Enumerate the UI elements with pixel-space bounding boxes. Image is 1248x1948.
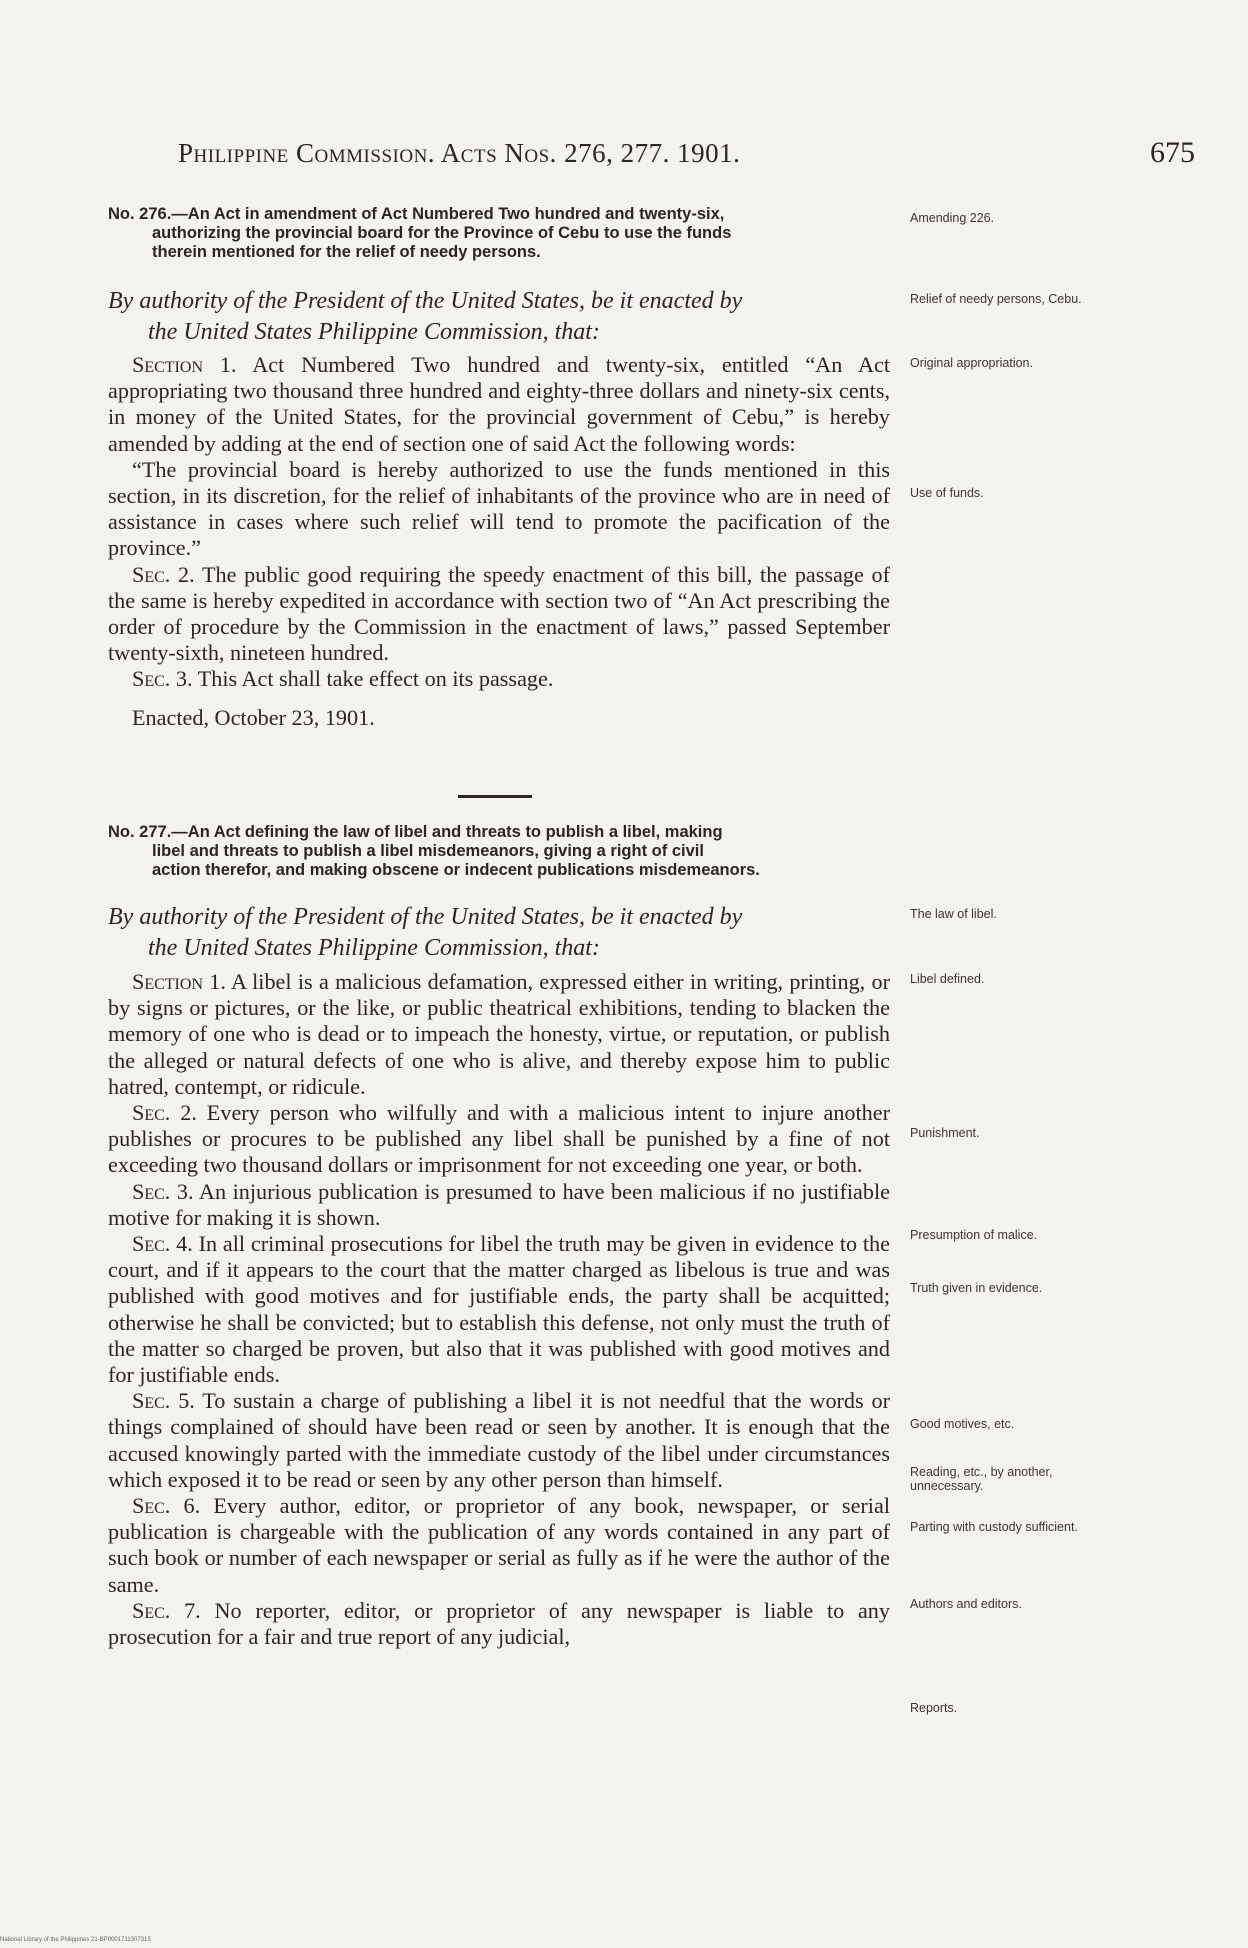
act-276-quoted-amendment: “The provincial board is hereby authorized to use the funds mentioned in this section, in its discretion, for the relief of inhabitants of the province who are in need of assistance in cases where such relief will tend to promote the pacification of the province.” (108, 456, 890, 561)
page-number: 675 (1150, 136, 1195, 169)
section-text: To sustain a charge of publishing a libel it is not needful that the words or things complained of should have been read or seen by another. It is enough that the accused knowingly parted with the immediate custody of the libel under circumstances which exposed it to be read or seen by any other person than himself. (108, 1388, 891, 1492)
act-276-title (108, 205, 888, 262)
margin-note-parting-with-custody: Parting with custody sufficient. (910, 1520, 1078, 1534)
act-277-enacting-line-1: By authority of the President of the United States, be it enacted by (108, 904, 743, 930)
section-text: No reporter, editor, or proprietor of any newspaper is liable to any prosecution for a fair and true report of any judicial, (108, 1597, 890, 1650)
act-276-title-line-1: No. 276.—An Act in amendment of Act Numbered Two hundred and twenty-six, (108, 205, 725, 223)
act-277-section-5 (108, 1388, 890, 1493)
margin-note-original-appropriation: Original appropriation. (910, 356, 1033, 370)
act-277-section-6 (108, 1493, 890, 1598)
section-text: The public good requiring the speedy enactment of this bill, the passage of the same is hereby expedited in accordance with section two of “An Act prescribing the order of procedure by the Commission in the enactment of laws,” passed September twenty-sixth, nineteen hundred. (108, 561, 890, 666)
act-277-section-7 (108, 1598, 890, 1650)
margin-note-law-of-libel: The law of libel. (910, 907, 997, 921)
section-text: In all criminal prosecutions for libel the truth may be given in evidence to the court, and if it appears to the court that the matter charged as libelous is true and was published with good motives and for justifiable ends, the party shall be acquitted; otherwise he shall be convicted; but to establish this defense, not only must the truth of the matter so charged be proven, but also that it was published with good motives and for justifiable ends. (108, 1231, 890, 1388)
act-277-title-line-3: action therefor, and making obscene or indecent publications misdemeanors. (152, 861, 760, 879)
margin-note-truth-in-evidence: Truth given in evidence. (910, 1281, 1043, 1295)
act-276-title-line-2: authorizing the provincial board for the Province of Cebu to use the funds (152, 224, 732, 242)
scan-credit: National Library of the Philippines 21-BP0001711307313 (0, 1937, 151, 1943)
act-276-enacting-clause (108, 286, 896, 348)
section-heading: Sec. 6. (132, 1493, 201, 1519)
act-277-enacting-clause (108, 902, 896, 964)
act-276-body (108, 352, 890, 731)
act-276-title-line-3: therein mentioned for the relief of needy persons. (152, 243, 541, 261)
margin-note-presumption-of-malice: Presumption of malice. (910, 1228, 1038, 1242)
section-heading: Sec. 7. (132, 1597, 201, 1623)
act-277-title-line-2: libel and threats to publish a libel misdemeanors, giving a right of civil (152, 842, 704, 860)
section-heading: Section 1. (132, 352, 237, 377)
section-text: Every person who wilfully and with a malicious intent to injure another publishes or procures to be published any libel shall be punished by a fine of not exceeding two thousand dollars or imprisonment for not exceeding one year, or both. (108, 1100, 891, 1178)
act-277-title-line-1: No. 277.—An Act defining the law of libel and threats to publish a libel, making (108, 823, 723, 841)
section-text: Act Numbered Two hundred and twenty-six, entitled “An Act appropriating two thousand three hundred and eighty-three dollars and ninety-six cents, in money of the United States, for the provincial government of Cebu,” is hereby amended by adding at the end of section one of said Act the following words: (108, 352, 890, 456)
act-277-enacting-line-2: the United States Philippine Commission, that: (148, 935, 600, 961)
act-276-enacting-line-2: the United States Philippine Commission, that: (148, 319, 600, 345)
section-text: This Act shall take effect on its passage. (192, 666, 554, 692)
margin-note-reading-by-another: Reading, etc., by another, unnecessary. (910, 1465, 1053, 1493)
section-divider-rule (458, 795, 532, 798)
act-276-section-2 (108, 562, 890, 667)
act-276-section-1 (108, 352, 890, 457)
section-heading: Sec. 2. (132, 1100, 197, 1126)
section-heading: Sec. 4. (132, 1231, 193, 1257)
act-277-section-4 (108, 1231, 890, 1388)
margin-note-use-of-funds: Use of funds. (910, 486, 984, 500)
margin-note-amending: Amending 226. (910, 211, 995, 225)
section-text: Every author, editor, or proprietor of any book, newspaper, or serial publication is chargeable with the publication of any words contained in any part of such book or number of each newspaper or serial as fully as if he were the author of the same. (108, 1493, 890, 1597)
section-heading: Section 1. (132, 969, 226, 994)
section-text: An injurious publication is presumed to have been malicious if no justifiable motive for making it is shown. (108, 1178, 890, 1230)
margin-note-good-motives: Good motives, etc. (910, 1417, 1015, 1431)
section-heading: Sec. 3. (132, 666, 193, 692)
act-277-title (108, 823, 888, 880)
act-277-section-3 (108, 1179, 890, 1231)
margin-note-authors-and-editors: Authors and editors. (910, 1597, 1022, 1611)
running-header: Philippine Commission. Acts Nos. 276, 277. 1901. (178, 138, 741, 168)
section-heading: Sec. 5. (132, 1388, 195, 1414)
act-277-section-1 (108, 969, 890, 1100)
act-277-body (108, 969, 890, 1650)
act-276-section-3 (108, 666, 890, 692)
section-heading: Sec. 3. (132, 1178, 194, 1204)
section-heading: Sec. 2. (132, 561, 195, 587)
margin-note-punishment: Punishment. (910, 1126, 980, 1140)
act-277-section-2 (108, 1100, 890, 1179)
margin-note-reports: Reports. (910, 1701, 958, 1715)
section-text: A libel is a malicious defamation, expressed either in writing, printing, or by signs or pictures, or the like, or public theatrical exhibitions, tending to blacken the memory of one who is dead or to impeach the honesty, virtue, or reputation, or publish the alleged or natural defects of one who is alive, and thereby expose him to public hatred, contempt, or ridicule. (108, 969, 890, 1099)
margin-note-relief: Relief of needy persons, Cebu. (910, 292, 1082, 306)
act-276-enacting-line-1: By authority of the President of the United States, be it enacted by (108, 288, 743, 314)
margin-note-libel-defined: Libel defined. (910, 972, 985, 986)
act-276-enacted-date: Enacted, October 23, 1901. (132, 704, 375, 730)
